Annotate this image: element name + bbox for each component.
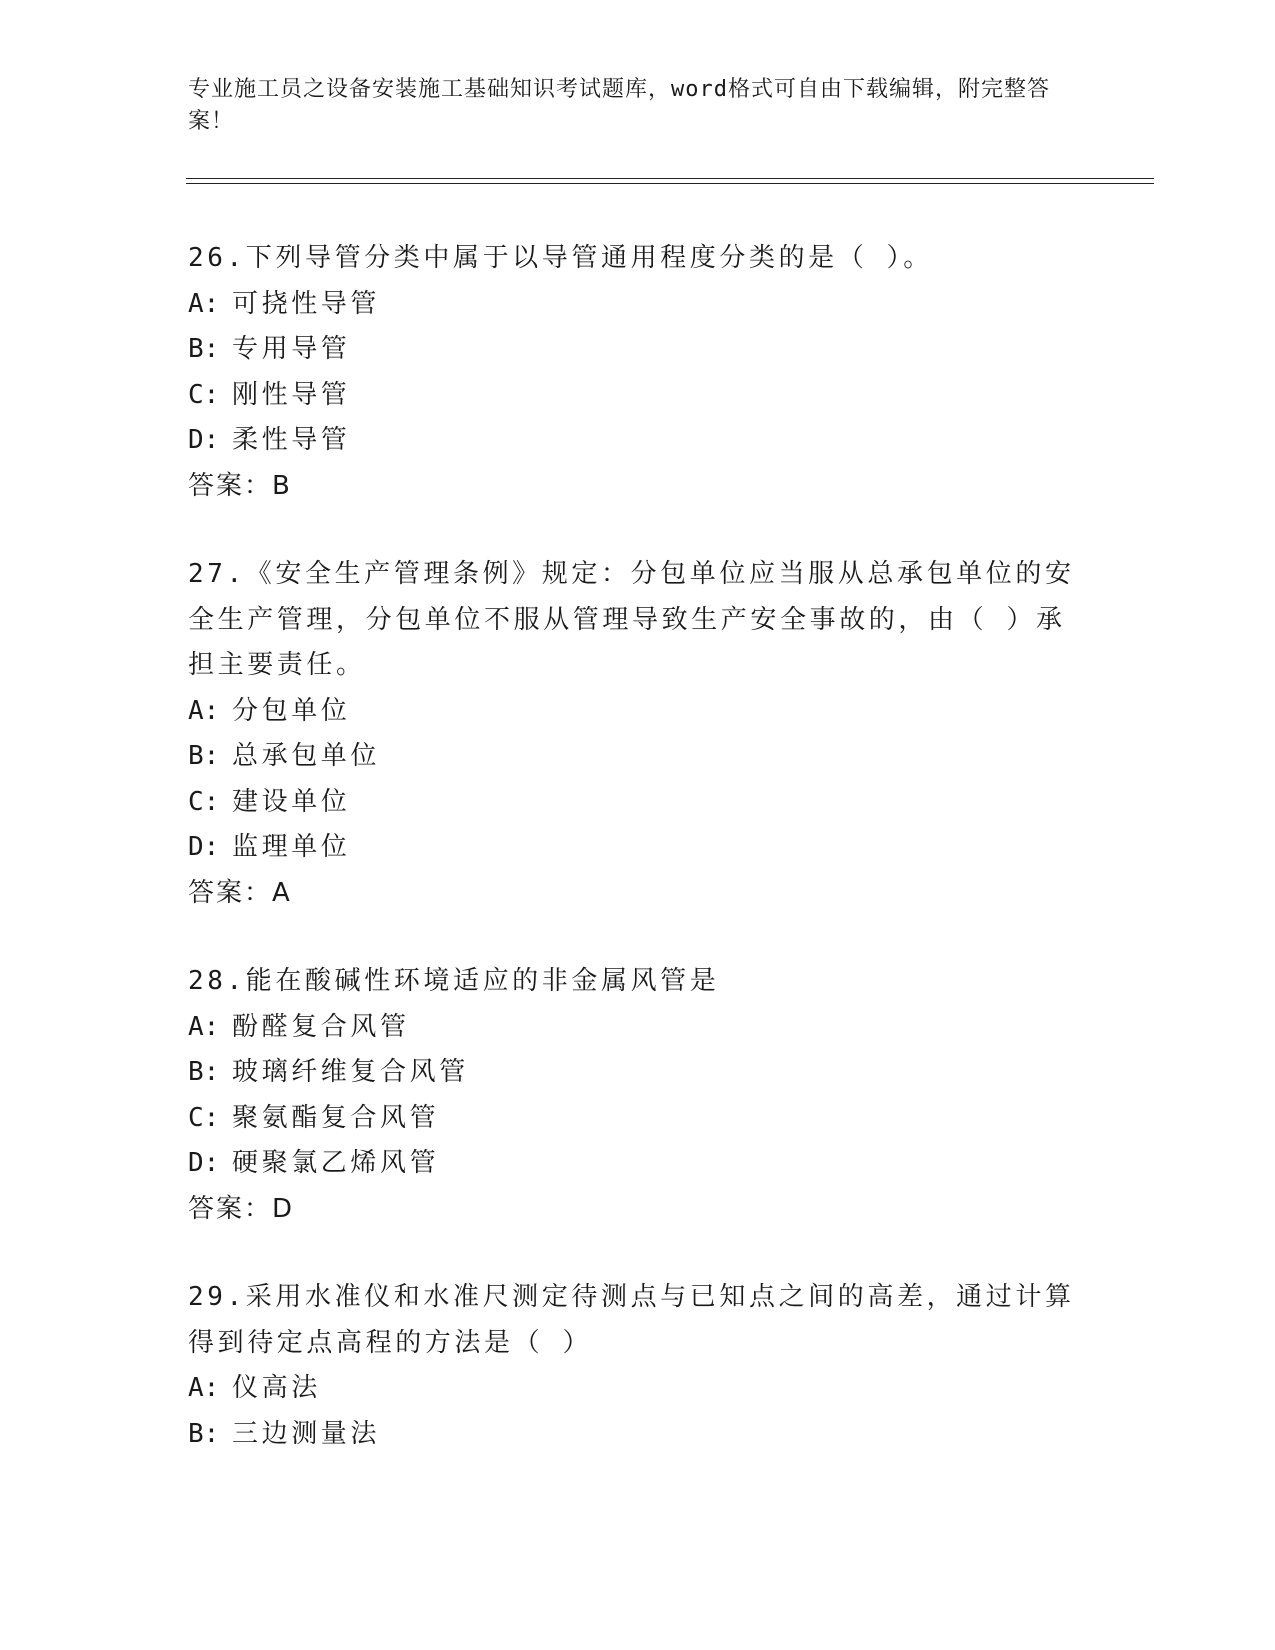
question-text	[188, 959, 1078, 1005]
question-list	[188, 236, 1078, 1500]
question-stem: 下列导管分类中属于以导管通用程度分类的是（ ）。	[245, 243, 933, 273]
option-letter: D:	[188, 425, 220, 455]
option-a	[188, 1005, 1078, 1051]
option-text: 硬聚氯乙烯风管	[232, 1148, 440, 1178]
answer-line: 答案：B	[188, 470, 292, 501]
option-text: 酚醛复合风管	[232, 1011, 410, 1042]
question-number: 26.	[188, 243, 246, 273]
option-letter: C:	[188, 786, 220, 817]
option-b	[188, 327, 1078, 373]
option-letter: D:	[188, 1148, 220, 1178]
question-stem: 能在酸碱性环境适应的非金属风管是	[245, 966, 720, 996]
option-letter: B:	[188, 1418, 220, 1449]
option-text: 三边测量法	[232, 1418, 381, 1449]
document-header: 专业施工员之设备安装施工基础知识考试题库，word格式可自由下载编辑，附完整答案！	[188, 77, 1050, 134]
answer-line: 答案：A	[188, 877, 292, 908]
option-b	[188, 734, 1078, 780]
option-text: 仪高法	[232, 1373, 321, 1403]
header-divider-top	[186, 178, 1154, 179]
option-letter: A:	[188, 695, 220, 726]
question-27	[188, 552, 1078, 916]
question-text	[188, 1275, 1078, 1366]
option-text: 玻璃纤维复合风管	[232, 1057, 469, 1087]
option-text: 柔性导管	[232, 425, 351, 455]
option-text: 专用导管	[232, 334, 351, 364]
question-28	[188, 959, 1078, 1232]
option-a	[188, 689, 1078, 735]
option-c	[188, 780, 1078, 826]
question-text	[188, 552, 1078, 689]
option-letter: C:	[188, 379, 220, 410]
option-text: 聚氨酯复合风管	[232, 1102, 440, 1133]
question-stem: 《安全生产管理条例》规定：分包单位应当服从总承包单位的安全生产管理，分包单位不服从管理导致生产安全事故的，由（ ）承担主要责任。	[188, 559, 1075, 680]
option-letter: B:	[188, 741, 220, 771]
option-text: 刚性导管	[232, 379, 351, 410]
option-letter: C:	[188, 1102, 220, 1133]
option-a	[188, 1366, 1078, 1412]
question-number: 29.	[188, 1282, 246, 1312]
option-d	[188, 825, 1078, 871]
option-b	[188, 1050, 1078, 1096]
option-d	[188, 418, 1078, 464]
question-text	[188, 236, 1078, 282]
option-text: 可挠性导管	[232, 288, 381, 319]
answer-line: 答案：D	[188, 1193, 295, 1224]
option-c	[188, 1096, 1078, 1142]
option-letter: B:	[188, 1057, 220, 1087]
option-d	[188, 1141, 1078, 1187]
option-letter: B:	[188, 334, 220, 364]
option-a	[188, 282, 1078, 328]
option-text: 监理单位	[232, 832, 351, 862]
question-29	[188, 1275, 1078, 1457]
option-letter: D:	[188, 832, 220, 862]
option-letter: A:	[188, 288, 220, 319]
option-letter: A:	[188, 1011, 220, 1042]
option-text: 建设单位	[232, 786, 351, 817]
question-number: 28.	[188, 966, 246, 996]
option-text: 分包单位	[232, 695, 351, 726]
option-c	[188, 373, 1078, 419]
header-divider-bottom	[186, 183, 1154, 184]
question-26	[188, 236, 1078, 509]
question-number: 27.	[188, 559, 246, 589]
option-b	[188, 1412, 1078, 1458]
option-letter: A:	[188, 1373, 220, 1403]
option-text: 总承包单位	[232, 741, 381, 771]
question-stem: 采用水准仪和水准尺测定待测点与已知点之间的高差，通过计算得到待定点高程的方法是（ ）	[188, 1282, 1075, 1358]
